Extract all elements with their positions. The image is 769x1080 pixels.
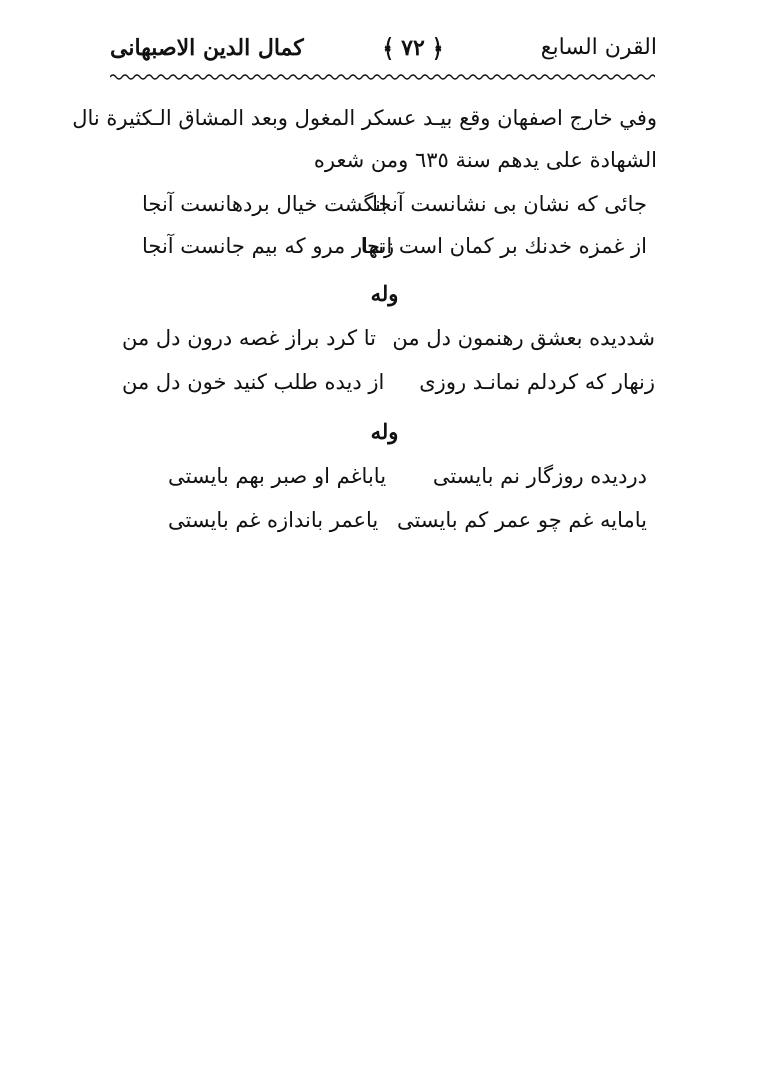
verse-hemistich: شدديده بعشق رهنمون دل من	[392, 326, 655, 350]
verse-hemistich: انگشت خيال بردهانست آنجا	[142, 192, 387, 216]
verse-hemistich: از ديده طلب كنيد خون دل من	[122, 370, 385, 394]
verse-hemistich: دردیده روزگار نم بایستی	[432, 464, 647, 488]
verse-hemistich: جائى كه نشان بى نشانست آنجا	[372, 192, 647, 216]
verse-hemistich: یامایه غم چو عمر كم بایستی	[396, 508, 647, 532]
verse-hemistich: زنهار مرو كه بيم جانست آنجا	[142, 234, 395, 258]
verse-hemistich: یاعمر باندازه غم بایستی	[168, 508, 379, 532]
verse-hemistich: یاباغم او صبر بهم بایستی	[168, 464, 387, 488]
ornamental-bracket-left: ﴾	[382, 34, 394, 64]
page-number	[368, 34, 458, 64]
verse-hemistich: از غمزه خدنك بر كمان است انجا	[360, 234, 647, 258]
section-label: وله	[370, 281, 399, 306]
verse-hemistich: زنهار كه كردلم نمانـد روزى	[419, 370, 655, 394]
author-title: كمال الدين الاصبهانى	[110, 35, 304, 61]
ornamental-bracket-right: ﴿	[432, 34, 444, 64]
page-number-value: ٧٢	[401, 35, 425, 61]
prose-line: الشهادة على يدهم سنة ٦٣٥ ومن شعره	[313, 148, 657, 172]
header-rule	[110, 72, 655, 82]
verse-hemistich: تا كرد براز غصه درون دل من	[122, 326, 376, 350]
prose-line: وفي خارج اصفهان وقع بيـد عسكر المغول وبعد المشاق الـكثيرة نال	[72, 106, 657, 130]
chapter-title: القرن السابع	[540, 35, 657, 60]
section-label: وله	[370, 419, 399, 444]
